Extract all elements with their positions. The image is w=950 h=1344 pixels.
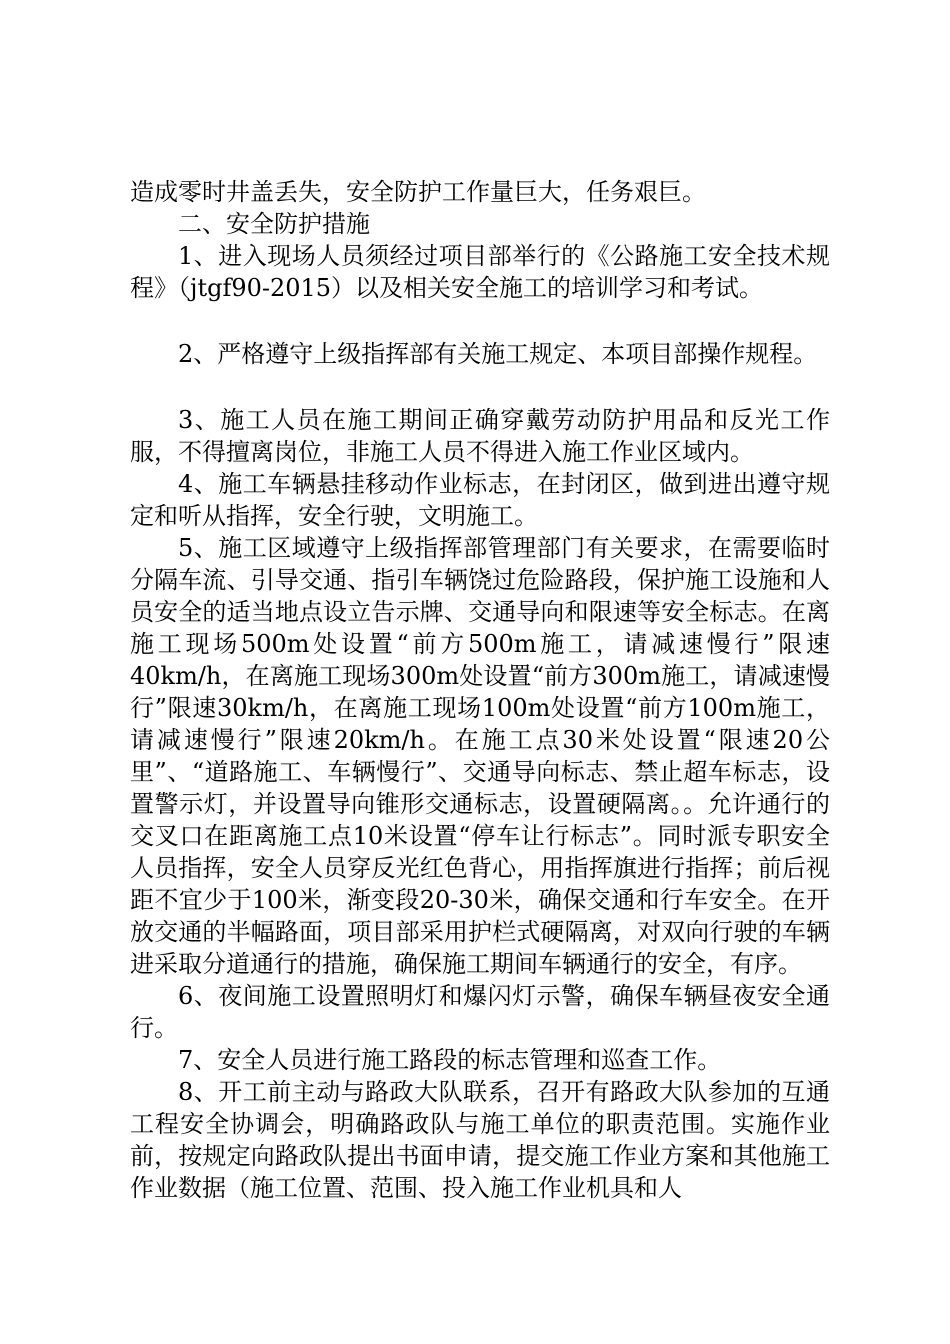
paragraph-spacer xyxy=(130,304,830,338)
paragraph-spacer xyxy=(130,370,830,404)
paragraph-item-1: 1、进入现场人员须经过项目部举行的《公路施工安全技术规程》（jtgf90-2015）以及相关安全施工的培训学习和考试。 xyxy=(130,242,830,302)
paragraph-item-5: 5、施工区域遵守上级指挥部管理部门有关要求，在需要临时分隔车流、引导交通、指引车辆饶过危险路段，保护施工设施和人员安全的适当地点设立告示牌、交通导向和限速等安全标志。在离施工现场500m处设置“前方500m施工，请减速慢行”限速40km/h，在离施工现场300m处设置“前方300m施工，请减速慢行”限速30km/h，在离施工现场100m处设置“前方100m施工，请减速慢行”限速20km/h。在施工点30米处设置“限速20公里”、“道路施工、车辆慢行”、交通导向标志、禁止超车标志，设置警示灯，并设置导向锥形交通标志，设置硬隔离。。允许通行的交叉口在距离施工点10米设置“停车让行标志”。同时派专职安全人员指挥，安全人员穿反光红色背心，用指挥旗进行指挥；前后视距不宜少于100米，渐变段20-30米，确保交通和行车安全。在开放交通的半幅路面，项目部采用护栏式硬隔离，对双向行驶的车辆进采取分道通行的措施，确保施工期间车辆通行的安全，有序。 xyxy=(130,534,830,978)
paragraph-item-3: 3、施工人员在施工期间正确穿戴劳动防护用品和反光工作服，不得擅离岗位，非施工人员不得进入施工作业区域内。 xyxy=(130,406,830,466)
paragraph-item-2: 2、严格遵守上级指挥部有关施工规定、本项目部操作规程。 xyxy=(178,340,818,368)
paragraph-intro-continuation: 造成零时井盖丢失，安全防护工作量巨大，任务艰巨。 xyxy=(130,178,706,206)
paragraph-item-7: 7、安全人员进行施工路段的标志管理和巡查工作。 xyxy=(178,1046,722,1074)
paragraph-item-4: 4、施工车辆悬挂移动作业标志，在封闭区，做到进出遵守规定和听从指挥，安全行驶，文明施工。 xyxy=(130,470,830,530)
paragraph-item-8: 8、开工前主动与路政大队联系，召开有路政大队参加的互通工程安全协调会，明确路政队与施工单位的职责范围。实施作业前，按规定向路政队提出书面申请，提交施工作业方案和其他施工作业数据（施工位置、范围、投入施工作业机具和人 xyxy=(130,1078,830,1202)
paragraph-item-6: 6、夜间施工设置照明灯和爆闪灯示警，确保车辆昼夜安全通行。 xyxy=(130,982,830,1042)
section-heading-safety-measures: 二、安全防护措施 xyxy=(178,210,370,238)
document-page xyxy=(130,176,830,1204)
